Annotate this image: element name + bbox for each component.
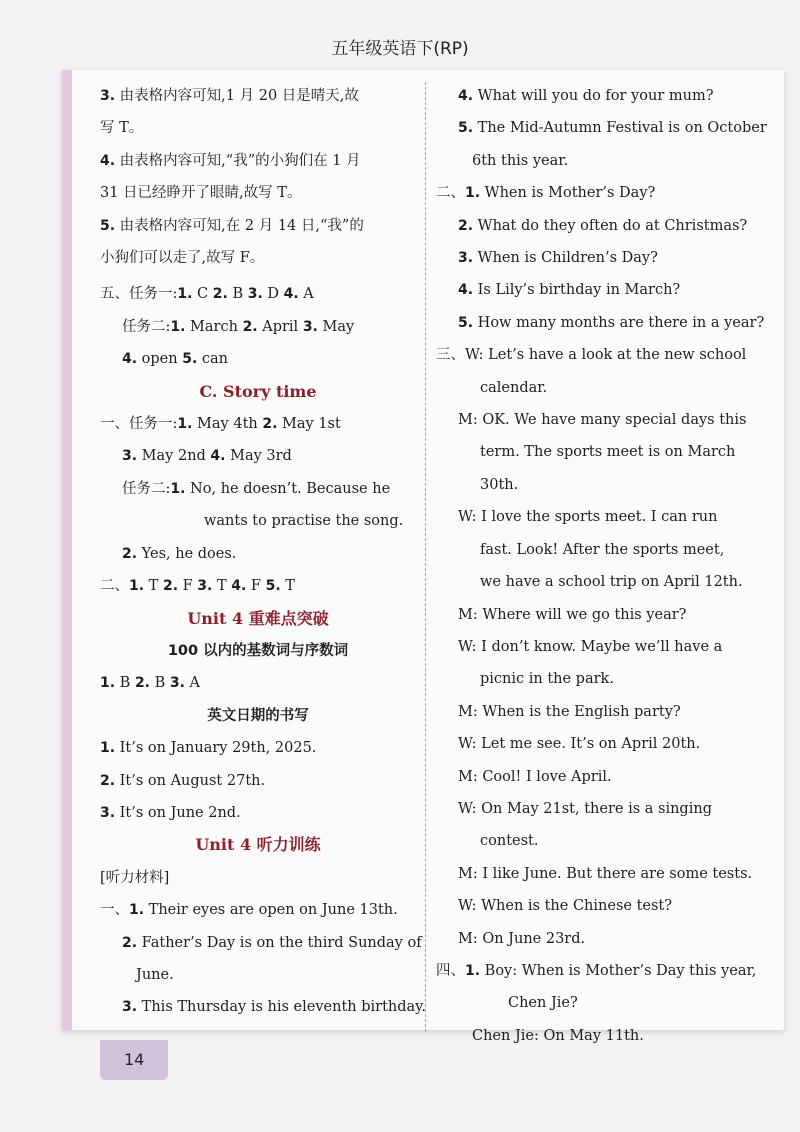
answer-line: 5. 由表格内容可知,在 2 月 14 日,“我”的 — [100, 217, 364, 234]
section-title: Unit 4 听力训练 — [195, 835, 321, 855]
answer-line: 3. This Thursday is his eleventh birthday. — [122, 999, 427, 1016]
answer-line: contest. — [480, 833, 539, 850]
section-title: Unit 4 重难点突破 — [187, 608, 329, 628]
answer-line: 五、任务一:1. C 2. B 3. D 4. A — [100, 286, 314, 303]
answer-line: 四、1. Boy: When is Mother’s Day this year, — [436, 962, 757, 979]
answer-line: 写 T。 — [100, 120, 144, 137]
answer-line: 4. 由表格内容可知,“我”的小狗们在 1 月 — [100, 152, 361, 169]
answer-line: 2. What do they often do at Christmas? — [458, 217, 748, 234]
answer-line: 任务二:1. March 2. April 3. May — [122, 318, 355, 335]
answer-line: 二、1. When is Mother’s Day? — [436, 185, 656, 202]
answer-line: 30th. — [480, 476, 519, 493]
answer-line: 3. It’s on June 2nd. — [100, 804, 241, 821]
answer-line: term. The sports meet is on March — [480, 444, 736, 461]
answer-line: 1. B 2. B 3. A — [100, 675, 201, 692]
answer-line: 小狗们可以走了,故写 F。 — [100, 250, 265, 267]
answer-line: 2. Father’s Day is on the third Sunday of — [122, 934, 422, 951]
answer-line: 4. Is Lily’s birthday in March? — [458, 282, 681, 299]
answer-line: 1. It’s on January 29th, 2025. — [100, 740, 317, 757]
right-column — [436, 80, 772, 1052]
page-header: 五年级英语下(RP) — [331, 39, 469, 59]
section-title: C. Story time — [199, 381, 317, 401]
answer-line: W: I don’t know. Maybe we’ll have a — [458, 638, 723, 655]
column-divider — [425, 82, 426, 1032]
answer-line: Chen Jie: On May 11th. — [472, 1027, 644, 1044]
answer-line: M: On June 23rd. — [458, 930, 586, 947]
answer-line: calendar. — [480, 379, 548, 396]
answer-line: 31 日已经睁开了眼睛,故写 T。 — [100, 185, 302, 202]
answer-line: 2. It’s on August 27th. — [100, 772, 266, 789]
answer-line: Chen Jie? — [508, 995, 578, 1012]
answer-line: picnic in the park. — [480, 671, 614, 688]
answer-line: [听力材料] — [100, 869, 170, 886]
answer-line: 3. May 2nd 4. May 3rd — [122, 448, 292, 465]
answer-line: M: Where will we go this year? — [458, 606, 687, 623]
answer-line: June. — [136, 966, 174, 983]
answer-line: we have a school trip on April 12th. — [480, 574, 743, 591]
answer-line: W: I love the sports meet. I can run — [458, 509, 718, 526]
answer-line: 任务二:1. No, he doesn’t. Because he — [122, 480, 391, 497]
answer-line: 5. How many months are there in a year? — [458, 314, 765, 331]
answer-line: 4. What will you do for your mum? — [458, 88, 714, 104]
answer-line: 2. Yes, he does. — [122, 545, 237, 562]
answer-line: W: On May 21st, there is a singing — [458, 800, 712, 817]
subsection-title: 英文日期的书写 — [207, 707, 309, 724]
answer-line: M: I like June. But there are some tests. — [458, 865, 753, 882]
answer-line: wants to practise the song. — [204, 513, 404, 530]
left-column — [100, 80, 427, 1024]
answer-line: 3. When is Children’s Day? — [458, 250, 658, 267]
answer-line: M: OK. We have many special days this — [458, 412, 747, 429]
answer-line: M: When is the English party? — [458, 703, 681, 720]
answer-line: 5. The Mid-Autumn Festival is on October — [458, 120, 767, 137]
answer-line: 一、1. Their eyes are open on June 13th. — [100, 902, 398, 919]
subsection-title: 100 以内的基数词与序数词 — [167, 642, 349, 659]
answer-line: fast. Look! After the sports meet, — [480, 541, 725, 558]
answer-line: 6th this year. — [472, 152, 569, 169]
answer-line: W: Let me see. It’s on April 20th. — [458, 736, 701, 753]
page-number: 14 — [124, 1050, 145, 1069]
answer-line: 二、1. T 2. F 3. T 4. F 5. T — [100, 578, 295, 595]
answer-line: W: When is the Chinese test? — [458, 898, 673, 915]
answer-line: M: Cool! I love April. — [458, 768, 612, 785]
answer-line: 三、W: Let’s have a look at the new school — [436, 347, 747, 364]
answer-line: 3. 由表格内容可知,1 月 20 日是晴天,故 — [100, 88, 359, 104]
answer-line: 一、任务一:1. May 4th 2. May 1st — [100, 416, 341, 433]
answer-line: 4. open 5. can — [122, 351, 228, 368]
